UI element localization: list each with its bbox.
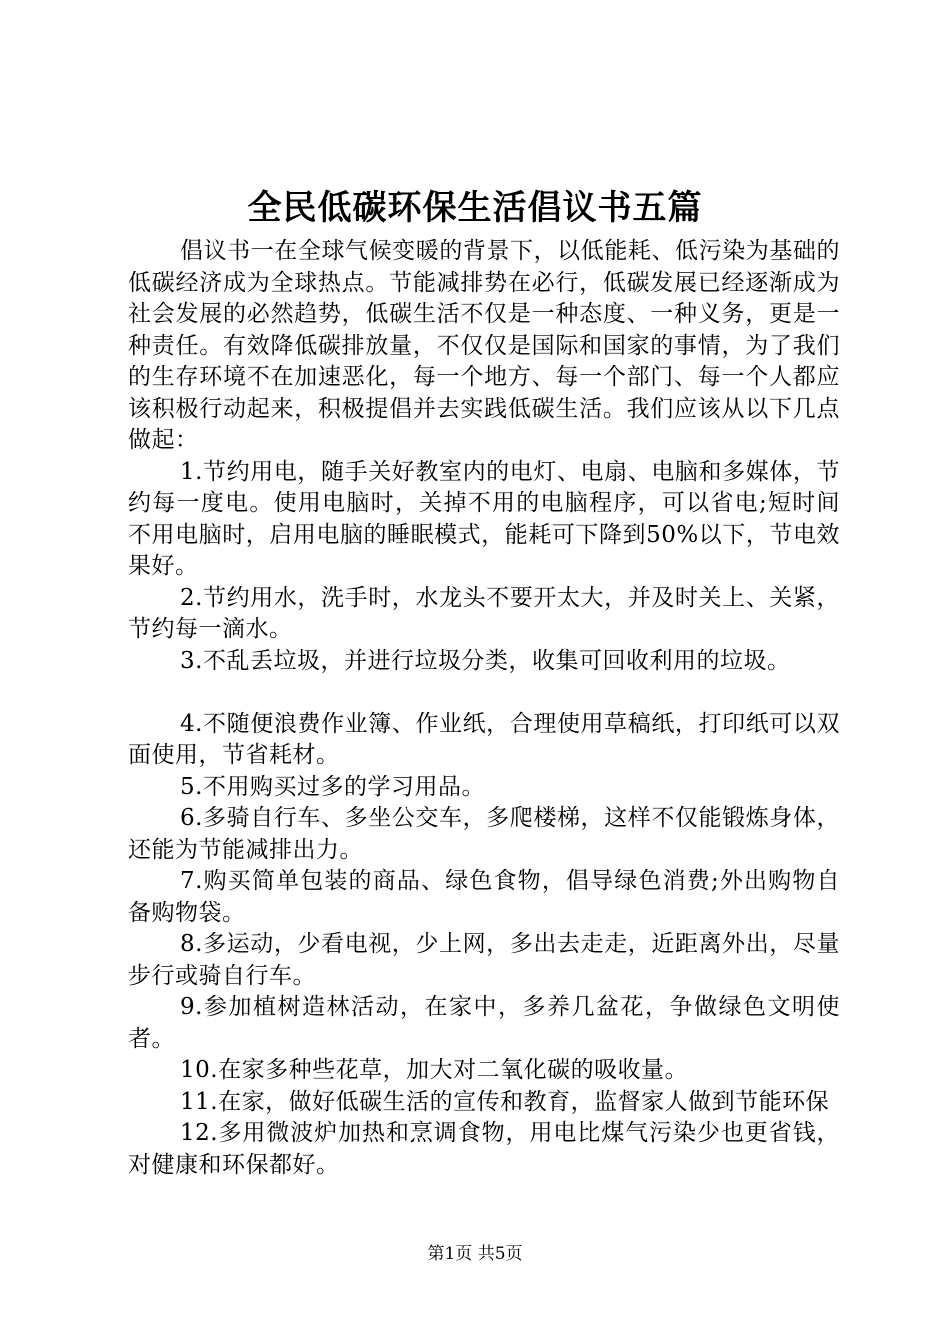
page-number-footer: 第1页 共5页 xyxy=(427,1244,523,1264)
list-item: 11.在家，做好低碳生活的宣传和教育，监督家人做到节能环保 xyxy=(180,1088,830,1115)
list-item: 6.多骑自行车、多坐公交车，多爬楼梯，这样不仅能锻炼身体，还能为节能减排出力。 xyxy=(128,805,840,863)
list-item: 12.多用微波炉加热和烹调食物，用电比煤气污染少也更省钱，对健康和环保都好。 xyxy=(128,1120,840,1178)
list-item: 4.不随便浪费作业簿、作业纸，合理使用草稿纸，打印纸可以双面使用，节省耗材。 xyxy=(128,710,840,768)
document-title: 全民低碳环保生活倡议书五篇 xyxy=(247,188,703,228)
list-item: 8.多运动，少看电视，少上网，多出去走走，近距离外出，尽量步行或骑自行车。 xyxy=(128,931,840,989)
list-item: 7.购买简单包装的商品、绿色食物，倡导绿色消费;外出购物自备购物袋。 xyxy=(128,868,840,926)
list-item: 1.节约用电，随手关好教室内的电灯、电扇、电脑和多媒体，节约每一度电。使用电脑时，关掉不用的电脑程序，可以省电;短时间不用电脑时，启用电脑的睡眠模式，能耗可下降到50%以下，节电效果好。 xyxy=(128,458,840,579)
document-body xyxy=(128,236,840,1181)
list-item: 2.节约用水，洗手时，水龙头不要开太大，并及时关上、关紧，节约每一滴水。 xyxy=(128,584,840,642)
list-item: 3.不乱丢垃圾，并进行垃圾分类，收集可回收利用的垃圾。 xyxy=(180,647,791,674)
list-item: 9.参加植树造林活动，在家中，多养几盆花，争做绿色文明使者。 xyxy=(128,994,840,1052)
list-item: 5.不用购买过多的学习用品。 xyxy=(180,773,485,800)
intro-paragraph: 倡议书一在全球气候变暖的背景下，以低能耗、低污染为基础的低碳经济成为全球热点。节能减排势在必行，低碳发展已经逐渐成为社会发展的必然趋势，低碳生活不仅是一种态度、一种义务，更是一种责任。有效降低碳排放量，不仅仅是国际和国家的事情，为了我们的生存环境不在加速恶化，每一个地方、每一个部门、每一个人都应该积极行动起来，积极提倡并去实践低碳生活。我们应该从以下几点做起： xyxy=(128,238,840,453)
list-item: 10.在家多种些花草，加大对二氧化碳的吸收量。 xyxy=(180,1057,689,1083)
